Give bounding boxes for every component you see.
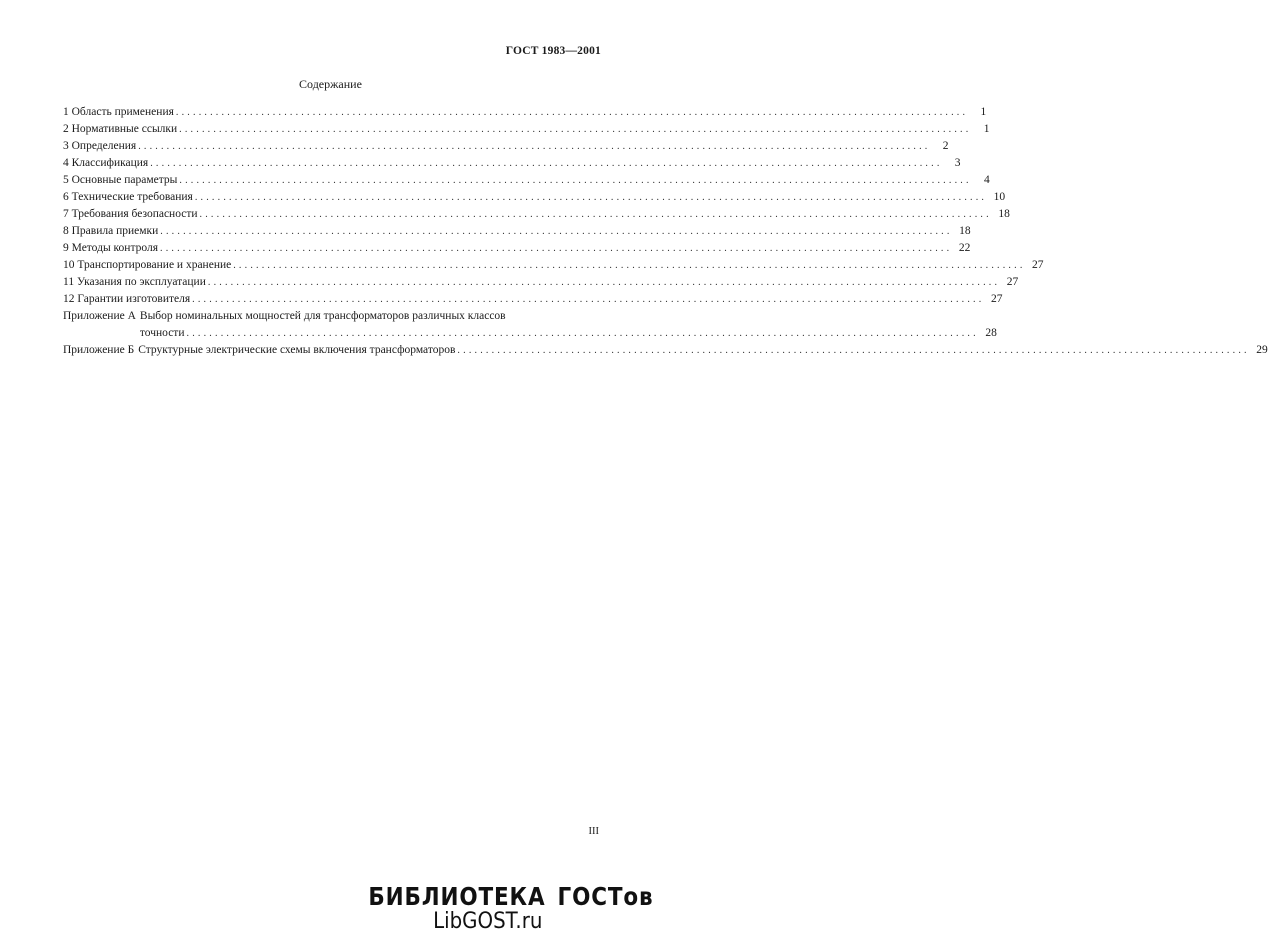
toc-item[interactable]: [63, 206, 1010, 223]
toc-item-page: 27: [1006, 276, 1019, 288]
appendix-prefix: Приложение Б: [63, 344, 135, 356]
toc-item[interactable]: [63, 172, 990, 189]
toc-item-page: 1: [983, 123, 990, 135]
page-number: III: [588, 826, 599, 837]
toc-dot-leader: ...........................................................................................................................................: [199, 209, 992, 220]
appendix-title-continuation: [138, 342, 1268, 359]
toc-item[interactable]: [63, 189, 1006, 206]
library-watermark: [322, 884, 653, 934]
toc-item[interactable]: [63, 240, 971, 257]
toc-item-label: 10 Транспортирование и хранение: [63, 259, 232, 271]
toc-item-page: 22: [958, 242, 971, 254]
toc-item-label: 5 Основные параметры: [63, 174, 178, 186]
toc-dot-leader: ...........................................................................................................................................: [160, 226, 953, 237]
toc-item-page: 27: [990, 293, 1003, 305]
appendix-title-continuation: [139, 325, 997, 342]
toc-dot-leader: ...........................................................................................................................................: [160, 243, 953, 254]
toc-dot-leader: ...........................................................................................................................................: [192, 294, 985, 305]
toc-item-page: 28: [985, 327, 997, 339]
watermark-title-part: ГОСТов: [557, 882, 653, 911]
toc-item[interactable]: [63, 274, 1019, 291]
toc-item-label: 11 Указания по эксплуатации: [63, 276, 206, 288]
toc-item-page: 29: [1256, 344, 1268, 356]
toc-item-page: 2: [942, 140, 949, 152]
toc-appendix-item[interactable]: [63, 342, 1268, 359]
toc-item-label: 6 Технические требования: [63, 191, 193, 203]
standard-code-header: ГОСТ 1983—2001: [505, 45, 601, 57]
toc-item-page: 3: [954, 157, 961, 169]
appendix-title-line: Выбор номинальных мощностей для трансформаторов различных классов: [139, 310, 506, 322]
watermark-title: [368, 884, 653, 910]
toc-item-label: 12 Гарантии изготовителя: [63, 293, 191, 305]
toc-item[interactable]: [63, 223, 971, 240]
toc-item[interactable]: [63, 138, 949, 155]
toc-dot-leader: ...........................................................................................................................................: [194, 192, 988, 203]
toc-item-page: 1: [980, 106, 987, 118]
appendix-title-line: точности: [139, 327, 185, 339]
appendix-prefix: Приложение А: [63, 310, 136, 322]
toc-item-label: 8 Правила приемки: [63, 225, 159, 237]
table-of-contents: [63, 104, 1268, 359]
toc-item-page: 18: [959, 225, 971, 237]
toc-item-page: 4: [983, 174, 990, 186]
toc-appendix-item[interactable]: [63, 308, 997, 342]
toc-item-page: 18: [998, 208, 1010, 220]
toc-item[interactable]: [63, 104, 987, 121]
toc-dot-leader: ...........................................................................................................................................: [207, 277, 1001, 288]
toc-dot-leader: ...........................................................................................................................................: [138, 141, 931, 152]
toc-item[interactable]: [63, 291, 1003, 308]
toc-item-label: 3 Определения: [63, 140, 137, 152]
appendix-body: [138, 342, 1268, 359]
toc-item-page: 10: [993, 191, 1006, 203]
toc-item-label: 2 Нормативные ссылки: [63, 123, 178, 135]
toc-item-page: 27: [1032, 259, 1044, 271]
toc-item[interactable]: [63, 257, 1044, 274]
toc-item-label: 1 Область применения: [63, 106, 174, 118]
toc-item-label: 7 Требования безопасности: [63, 208, 198, 220]
appendix-body: [139, 308, 997, 342]
appendix-title-line: Структурные электрические схемы включения трансформаторов: [138, 344, 456, 356]
toc-dot-leader: ...........................................................................................................................................: [179, 175, 972, 186]
watermark-title-part: БИБЛИОТЕКА: [367, 882, 545, 911]
toc-dot-leader: ...........................................................................................................................................: [233, 260, 1026, 271]
watermark-site: LibGOST.ru: [432, 909, 542, 934]
toc-dot-leader: ...........................................................................................................................................: [179, 124, 972, 135]
toc-item-label: 4 Классификация: [63, 157, 149, 169]
toc-item[interactable]: [63, 155, 961, 172]
toc-item-label: 9 Методы контроля: [63, 242, 158, 254]
toc-dot-leader: ...........................................................................................................................................: [186, 328, 979, 339]
toc-dot-leader: ...........................................................................................................................................: [175, 107, 969, 118]
toc-title: Содержание: [299, 77, 362, 91]
toc-item[interactable]: [63, 121, 990, 138]
toc-dot-leader: ...........................................................................................................................................: [150, 158, 943, 169]
toc-dot-leader: ...........................................................................................................................................: [457, 345, 1250, 356]
